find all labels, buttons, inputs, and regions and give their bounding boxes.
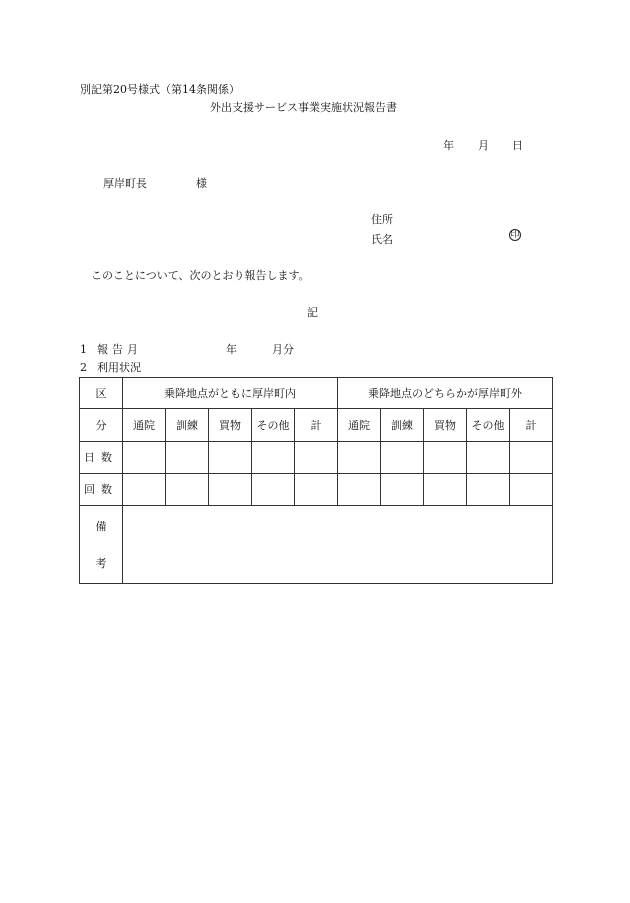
category-head-top: 区 <box>80 378 123 409</box>
item1-year-label: 年 <box>226 343 237 356</box>
table-row-times <box>80 474 553 506</box>
addressee-name: 厚岸町長 <box>103 177 147 190</box>
item1-label: 報告月 <box>97 343 142 356</box>
usage-table <box>79 377 553 584</box>
document-title: 外出支援サービス事業実施状況報告書 <box>210 101 397 114</box>
table-cell[interactable] <box>381 474 424 506</box>
col-outside-hospital: 通院 <box>338 409 381 442</box>
item2-label: 利用状況 <box>97 361 141 374</box>
table-cell[interactable] <box>295 474 338 506</box>
table-cell[interactable] <box>252 474 295 506</box>
category-head-bottom: 分 <box>80 409 123 442</box>
date-day-label: 日 <box>512 139 523 152</box>
col-outside-training: 訓練 <box>381 409 424 442</box>
remarks-label-bottom: 考 <box>95 556 107 570</box>
ki-heading: 記 <box>307 306 318 319</box>
table-cell[interactable] <box>209 474 252 506</box>
seal-mark-text: 印 <box>510 229 520 240</box>
table-cell[interactable] <box>123 442 166 474</box>
table-cell[interactable] <box>510 442 553 474</box>
table-cell[interactable] <box>424 474 467 506</box>
table-cell[interactable] <box>338 474 381 506</box>
col-outside-other: その他 <box>467 409 510 442</box>
row-days-label: 日数 <box>80 442 123 474</box>
group-outside-town: 乗降地点のどちらかが厚岸町外 <box>338 378 553 409</box>
addressee-honorific: 様 <box>196 177 207 190</box>
table-row-remarks <box>80 506 553 584</box>
col-within-shopping: 買物 <box>209 409 252 442</box>
table-cell[interactable] <box>252 442 295 474</box>
remarks-label-top: 備 <box>95 519 107 533</box>
col-outside-total: 計 <box>510 409 553 442</box>
col-within-other: その他 <box>252 409 295 442</box>
address-label: 住所 <box>371 213 393 226</box>
seal-mark <box>509 229 521 241</box>
table-cell[interactable] <box>209 442 252 474</box>
date-year-label: 年 <box>443 139 454 152</box>
table-row-days <box>80 442 553 474</box>
table-cell[interactable] <box>467 442 510 474</box>
item1-month-label: 月分 <box>272 343 294 356</box>
col-within-training: 訓練 <box>166 409 209 442</box>
col-within-total: 計 <box>295 409 338 442</box>
item2-number: 2 <box>80 361 87 374</box>
table-cell[interactable] <box>381 442 424 474</box>
table-cell[interactable] <box>424 442 467 474</box>
table-header-row <box>80 378 553 409</box>
table-cell[interactable] <box>166 474 209 506</box>
table-cell[interactable] <box>338 442 381 474</box>
table-cell[interactable] <box>467 474 510 506</box>
table-cell[interactable] <box>295 442 338 474</box>
table-subheader-row <box>80 409 553 442</box>
group-within-town: 乗降地点がともに厚岸町内 <box>123 378 338 409</box>
row-times-label: 回数 <box>80 474 123 506</box>
remarks-label <box>80 506 123 584</box>
table-cell[interactable] <box>123 474 166 506</box>
table-cell[interactable] <box>166 442 209 474</box>
col-outside-shopping: 買物 <box>424 409 467 442</box>
col-within-hospital: 通院 <box>123 409 166 442</box>
lead-text: このことについて、次のとおり報告します。 <box>91 269 310 282</box>
item1-number: 1 <box>80 343 87 356</box>
date-month-label: 月 <box>478 139 489 152</box>
name-label: 氏名 <box>371 233 393 246</box>
form-number: 別記第20号様式（第14条関係） <box>80 83 240 96</box>
table-cell[interactable] <box>510 474 553 506</box>
remarks-field[interactable] <box>123 506 553 584</box>
